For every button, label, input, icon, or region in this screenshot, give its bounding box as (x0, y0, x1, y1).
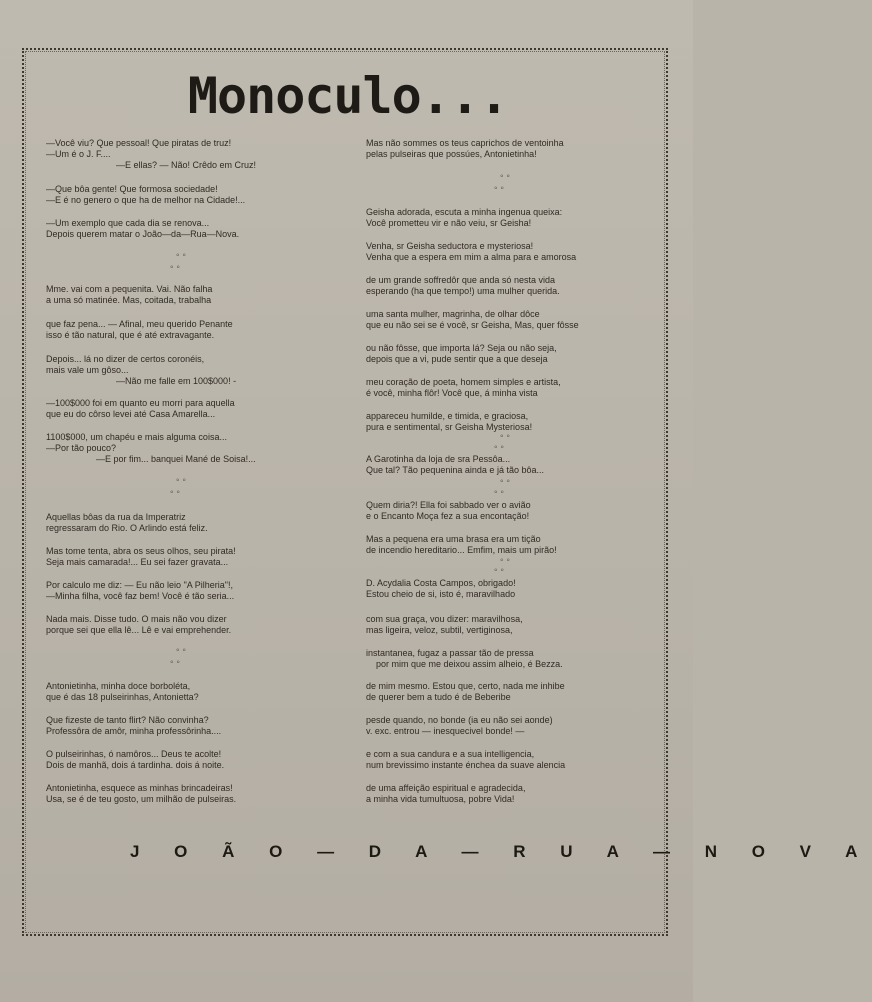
poem-line: Depois querem matar o João—da—Rua—Nova. (46, 229, 240, 239)
poem-line: —Um exemplo que cada dia se renova... (46, 218, 210, 228)
poem-line: Que fizeste de tanto flirt? Não convinha? (46, 715, 209, 725)
poem-line: Estou cheio de si, isto é, maravilhado (366, 589, 516, 599)
poem-line: a uma só matinée. Mas, coitada, trabalha (46, 295, 212, 305)
poem-line: meu coração de poeta, homem simples e artista, (366, 377, 561, 387)
poem-line: com sua graça, vou dizer: maravilhosa, (366, 614, 523, 624)
poem-line: que eu não sei se é você, sr Geisha, Mas, quer fôsse (366, 320, 579, 330)
poem-line: Que tal? Tão pequenina ainda e já tão bôa... (366, 465, 544, 475)
poem-line: Mas não sommes os teus caprichos de ventoinha (366, 138, 564, 148)
poem-line: porque sei que ella lê... Lê e vai emprehender. (46, 625, 232, 635)
poem-line: de incendio hereditario... Emfim, mais um pirão! (366, 545, 557, 555)
poem-line: de querer bem a tudo é de Beberibe (366, 692, 511, 702)
ornament: ◦ ◦ (500, 171, 510, 182)
poem-line: —Por tão pouco? (46, 443, 117, 453)
ornament: ◦ ◦ (170, 657, 180, 668)
ornament: ◦ ◦ (494, 565, 504, 576)
poem-line: ou não fôsse, que importa lá? Seja ou não seja, (366, 343, 557, 353)
poem-line: —E ellas? — Não! Crêdo em Cruz! (116, 160, 257, 170)
poem-line: Venha que a espera em mim a alma para e amorosa (366, 252, 577, 262)
poem-line: —Minha filha, você faz bem! Você é tão seria... (46, 591, 235, 601)
ornament: ◦ ◦ (176, 645, 186, 656)
poem-line: de uma affeição espiritual e agradecida, (366, 783, 526, 793)
poem-line: Por calculo me diz: — Eu não leio "A Pilheria"!, (46, 580, 233, 590)
poem-line: —Um é o J. F.... (46, 149, 111, 159)
poem-line: A Garotinha da loja de sra Pessôa... (366, 454, 511, 464)
poem-line: v. exc. entrou — inesquecivel bonde! — (366, 726, 525, 736)
ornament: ◦ ◦ (170, 487, 180, 498)
ornament: ◦ ◦ (500, 476, 510, 487)
poem-line: depois que a vi, pude sentir que a que deseja (366, 354, 548, 364)
poem-line: Venha, sr Geisha seductora e mysteriosa! (366, 241, 534, 251)
poem-line: isso é tão natural, que é até extravagante. (46, 330, 215, 340)
poem-line: —E é no genero o que ha de melhor na Cidade!... (46, 195, 246, 205)
poem-line: Usa, se é de teu gosto, um milhão de pulseiras. (46, 794, 237, 804)
poem-line: que é das 18 pulseirinhas, Antonietta? (46, 692, 199, 702)
poem-line: Dois de manhã, dois á tardinha. dois á noite. (46, 760, 225, 770)
poem-line: instantanea, fugaz a passar tão de pressa (366, 648, 534, 658)
poem-line: num brevissimo instante énchea da suave alencia (366, 760, 566, 770)
poem-line: —100$000 foi em quanto eu morri para aquella (46, 398, 235, 408)
poem-line: Depois... lá no dizer de certos coronéis, (46, 354, 205, 364)
ornament: ◦ ◦ (494, 183, 504, 194)
poem-line: Mas a pequena era uma brasa era um tição (366, 534, 541, 544)
poem-line: e o Encanto Moça fez a sua encontação! (366, 511, 530, 521)
page-title: Monoculo... (187, 67, 509, 125)
poem-line: mas ligeira, veloz, subtil, vertiginosa, (366, 625, 513, 635)
poem-line: D. Acydalia Costa Campos, obrigado! (366, 578, 516, 588)
ornament: ◦ ◦ (176, 250, 186, 261)
poem-line: Mme. vai com a pequenita. Vai. Não falha (46, 284, 213, 294)
ornament: ◦ ◦ (500, 555, 510, 566)
poem-line: de um grande soffredôr que anda só nesta vida (366, 275, 555, 285)
poem-line: esperando (ha que tempo!) uma mulher querida. (366, 286, 560, 296)
poem-line: Professôra de amôr, minha professôrinha.... (46, 726, 222, 736)
poem-line: Geisha adorada, escuta a minha ingenua queixa: (366, 207, 563, 217)
author-signature: J O Ã O — D A — R U A — N O V A (130, 842, 872, 861)
ornament: ◦ ◦ (494, 487, 504, 498)
ornament: ◦ ◦ (170, 262, 180, 273)
poem-line: Antonietinha, esquece as minhas brincadeiras! (46, 783, 233, 793)
poem-line: —Não me falle em 100$000! - (116, 376, 237, 386)
poem-line: Mas tome tenta, abra os seus olhos, seu pirata! (46, 546, 236, 556)
poem-line: Você prometteu vir e não veiu, sr Geisha! (366, 218, 532, 228)
poem-line: é você, minha flôr! Você que, á minha vista (366, 388, 538, 398)
poem-line: pura e sentimental, sr Geisha Mysteriosa! (366, 422, 533, 432)
poem-line: Aquellas bôas da rua da Imperatriz (46, 512, 186, 522)
poem-line: appareceu humilde, e timida, e graciosa, (366, 411, 529, 421)
poem-line: 1100$000, um chapéu e mais alguma coisa... (46, 432, 227, 442)
poem-line: pelas pulseiras que possúes, Antonietinha! (366, 149, 537, 159)
poem-line: que eu do côrso levei até Casa Amarella... (46, 409, 216, 419)
poem-line: pesde quando, no bonde (ia eu não sei aonde) (366, 715, 553, 725)
poem-line: e com a sua candura e a sua intelligencia, (366, 749, 535, 759)
poem-line: por mim que me deixou assim alheio, é Bezza. (376, 659, 563, 669)
ornament: ◦ ◦ (176, 475, 186, 486)
poem-line: —E por fim... banquei Mané de Soisa!... (96, 454, 256, 464)
ornament: ◦ ◦ (494, 442, 504, 453)
poem-line: O pulseirinhas, ó namôros... Deus te acolte! (46, 749, 222, 759)
poem-line: uma santa mulher, magrinha, de olhar dôce (366, 309, 540, 319)
poem-line: de mim mesmo. Estou que, certo, nada me inhibe (366, 681, 565, 691)
poem-line: mais vale um gôso... (46, 365, 129, 375)
poem-line: Seja mais camarada!... Eu sei fazer gravata... (46, 557, 229, 567)
poem-line: Quem diria?! Ella foi sabbado ver o avião (366, 500, 531, 510)
poem-line: Nada mais. Disse tudo. O mais não vou dizer (46, 614, 227, 624)
poem-line: que faz pena... — Afinal, meu querido Penante (46, 319, 233, 329)
poem-line: regressaram do Rio. O Arlindo está feliz. (46, 523, 208, 533)
poem-line: a minha vida tumultuosa, pobre Vida! (366, 794, 515, 804)
poem-line: —Que bôa gente! Que formosa sociedade! (46, 184, 218, 194)
poem-line: Antonietinha, minha doce borboléta, (46, 681, 191, 691)
poem-line: —Você viu? Que pessoal! Que piratas de truz! (46, 138, 232, 148)
ornament: ◦ ◦ (500, 431, 510, 442)
